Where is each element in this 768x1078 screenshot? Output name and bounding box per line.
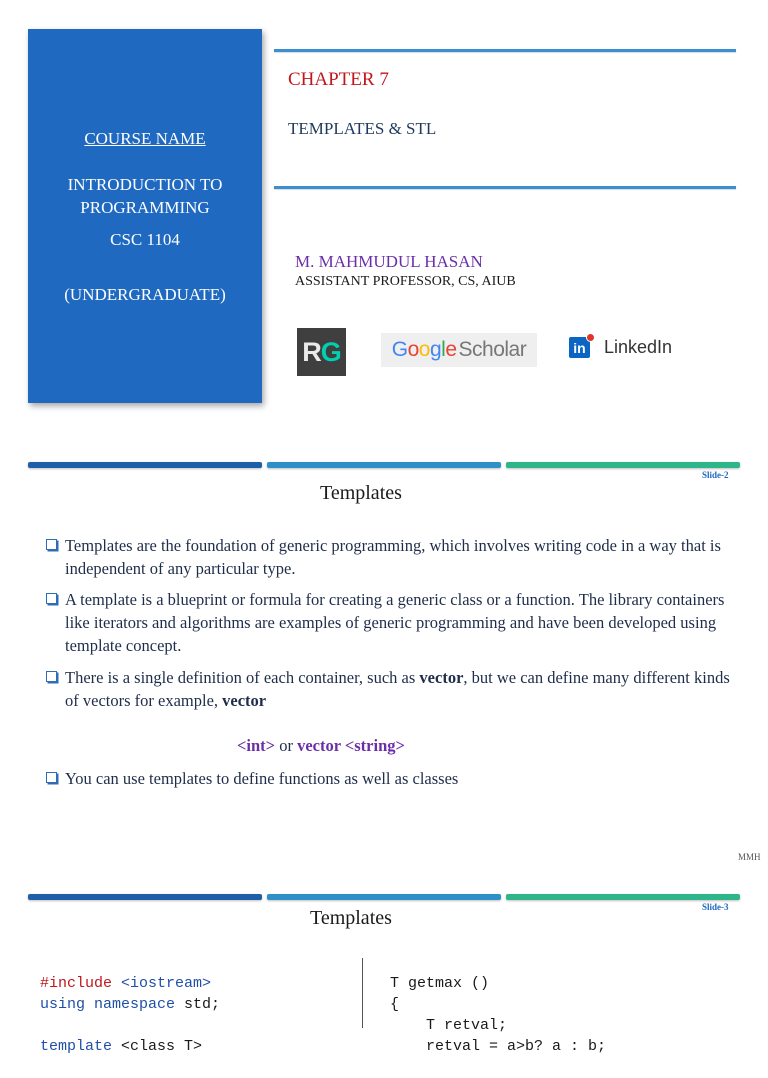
course-code: CSC 1104 xyxy=(110,230,180,249)
slide-number: Slide-2 xyxy=(702,470,729,480)
linkedin-link[interactable]: LinkedIn xyxy=(604,337,673,357)
slide-bar-middle xyxy=(267,462,501,468)
slide-title: Templates xyxy=(320,482,402,504)
author-name: M. MAHMUDUL HASAN xyxy=(295,252,483,271)
researchgate-logo[interactable]: R G xyxy=(297,328,346,376)
vector-example: <int> or vector <string> xyxy=(237,736,405,755)
code-line: template <class T> xyxy=(40,1038,203,1055)
bullet-item: A template is a blueprint or formula for creating a generic class or a function. The library containers like iterators and algorithms are examples of generic programming and have been developed using template concept. xyxy=(46,588,736,657)
code-line: { xyxy=(390,996,400,1013)
code-block-left xyxy=(40,952,220,1078)
slide-bar-left xyxy=(28,894,262,900)
code-line: #include <iostream> xyxy=(40,975,212,992)
checkbox-bullet-icon xyxy=(46,772,57,783)
author-initials: MMH xyxy=(738,852,761,862)
chapter-subtitle: TEMPLATES & STL xyxy=(288,119,437,138)
author-position: ASSISTANT PROFESSOR, CS, AIUB xyxy=(295,274,516,289)
google-scholar-logo[interactable]: Google Scholar xyxy=(381,333,537,367)
slide-bar-left xyxy=(28,462,262,468)
code-line: retval = a>b? a : b; xyxy=(390,1038,607,1055)
bullet-item: There is a single definition of each container, such as vector, but we can define many different kinds of vectors for example, vector xyxy=(46,666,736,712)
slide-bar-middle xyxy=(267,894,501,900)
title-bottom-rule xyxy=(274,186,736,189)
course-name-label: COURSE NAME xyxy=(84,129,206,148)
chapter-label: CHAPTER 7 xyxy=(288,69,389,90)
slide-bar-right xyxy=(506,462,740,468)
code-line: using namespace std; xyxy=(40,996,221,1013)
linkedin-icon[interactable]: in xyxy=(569,337,590,358)
google-wordmark: Google xyxy=(391,338,457,361)
checkbox-bullet-icon xyxy=(46,539,57,550)
course-level: (UNDERGRADUATE) xyxy=(64,285,226,304)
slide-number: Slide-3 xyxy=(702,902,729,912)
checkbox-bullet-icon xyxy=(46,593,57,604)
checkbox-bullet-icon xyxy=(46,671,57,682)
course-title: INTRODUCTION TO PROGRAMMING xyxy=(67,175,223,217)
bullet-item: You can use templates to define functions as well as classes xyxy=(46,767,736,790)
code-line: T retval; xyxy=(390,1017,508,1034)
course-info-panel xyxy=(28,29,262,403)
bullet-item: Templates are the foundation of generic programming, which involves writing code in a way that is independent of any particular type. xyxy=(46,534,736,580)
code-block-right xyxy=(390,952,606,1078)
code-line: T getmax () xyxy=(390,975,490,992)
notification-dot-icon xyxy=(586,333,595,342)
code-divider xyxy=(362,958,363,1028)
title-top-rule xyxy=(274,49,736,52)
slide-title: Templates xyxy=(310,907,392,929)
slide-bar-right xyxy=(506,894,740,900)
